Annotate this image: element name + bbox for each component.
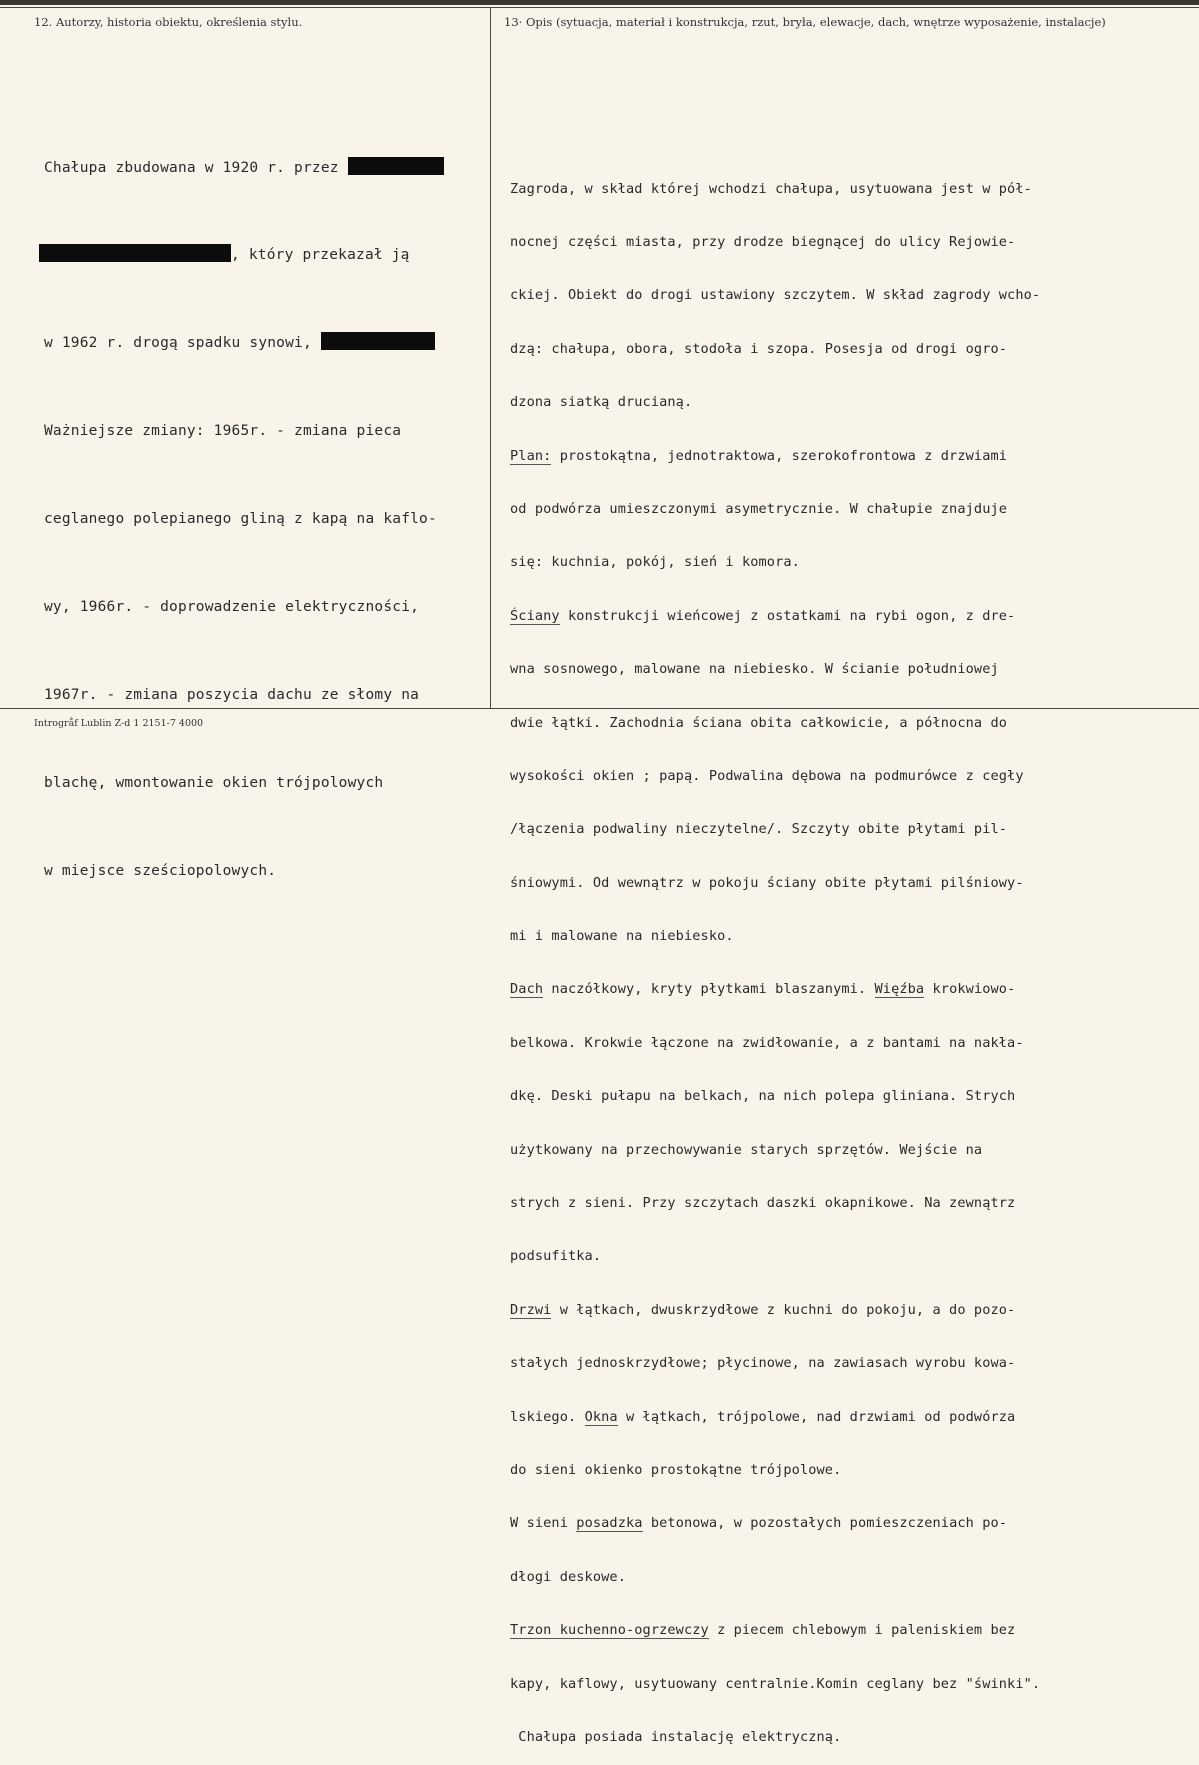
top-rule xyxy=(0,7,1199,8)
heading-windows: Okna xyxy=(584,1408,618,1425)
heading-truss: Więźba xyxy=(874,981,925,998)
heading-floor: posadzka xyxy=(576,1515,643,1532)
text-line: Chałupa zbudowana w 1920 r. przez xyxy=(44,154,444,183)
history-text xyxy=(44,95,444,915)
text-line: Drzwi w łątkach, dwuskrzydłowe z kuchni do pokoju, a do pozo- xyxy=(510,1301,1016,1318)
text-line: wy, 1966r. - doprowadzenie elektryczności, xyxy=(44,599,420,616)
text-line: Chałupa posiada instalację elektryczną. xyxy=(510,1728,842,1745)
text-line: stałych jednoskrzydłowe; płycinowe, na zawiasach wyrobu kowa- xyxy=(510,1355,1016,1372)
text-line: dwie łątki. Zachodnia ściana obita całkowicie, a północna do xyxy=(510,714,1008,731)
text-line: Ważniejsze zmiany: 1965r. - zmiana pieca xyxy=(44,423,402,440)
redaction xyxy=(39,244,231,262)
redaction xyxy=(321,332,435,350)
text-line: 1967r. - zmiana poszycia dachu ze słomy na xyxy=(44,686,420,703)
description-text xyxy=(510,145,1040,1765)
text-line: się: kuchnia, pokój, sień i komora. xyxy=(510,554,800,571)
text-line: dkę. Deski pułapu na belkach, na nich polepa gliniana. Strych xyxy=(510,1088,1016,1105)
printer-imprint: Introgråf Lublin Z-d 1 2151-7 4000 xyxy=(34,718,204,729)
text-line: użytkowany na przechowywanie starych sprzętów. Wejście na xyxy=(510,1141,983,1158)
heading-roof: Dach xyxy=(510,981,544,998)
text-line: Plan: prostokątna, jednotraktowa, szerokofrontowa z drzwiami xyxy=(510,447,1008,464)
text-line: Dach naczółkowy, kryty płytkami blaszanymi. Więźba krokwiowo- xyxy=(510,981,1016,998)
text-line: lskiego. Okna w łątkach, trójpolowe, nad drzwiami od podwórza xyxy=(510,1408,1016,1425)
text-line: Trzon kuchenno-ogrzewczy z piecem chlebowym i paleniskiem bez xyxy=(510,1622,1016,1639)
text-line: belkowa. Krokwie łączone na zwidłowanie, a z bantami na nakła- xyxy=(510,1034,1024,1051)
text-line: wysokości okien ; papą. Podwalina dębowa na podmurówce z cegły xyxy=(510,767,1024,784)
text-line: ckiej. Obiekt do drogi ustawiony szczytem. W skład zagrody wcho- xyxy=(510,287,1041,304)
section-13-header: 13· Opis (sytuacja, materiał i konstrukcja, rzut, bryła, elewacje, dach, wnętrze wyposażenie, instalacje) xyxy=(504,15,1106,29)
text-line: Ściany konstrukcji wieńcowej z ostatkami na rybi ogon, z dre- xyxy=(510,607,1016,624)
text-line: ceglanego polepianego gliną z kapą na kaflo- xyxy=(44,511,437,528)
column-divider xyxy=(490,8,491,708)
text-line: mi i malowane na niebiesko. xyxy=(510,928,734,945)
text-line: wna sosnowego, malowane na niebiesko. W ścianie południowej xyxy=(510,661,999,678)
text-line: od podwórza umieszczonymi asymetrycznie. W chałupie znajduje xyxy=(510,500,1008,517)
text-line: W sieni posadzka betonowa, w pozostałych pomieszczeniach po- xyxy=(510,1515,1008,1532)
heading-plan: Plan: xyxy=(510,447,552,464)
text-line: dłogi deskowe. xyxy=(510,1568,626,1585)
section-12-header: 12. Autorzy, historia obiektu, określenia stylu. xyxy=(34,15,303,29)
text-line: strych z sieni. Przy szczytach daszki okapnikowe. Na zewnątrz xyxy=(510,1195,1016,1212)
text-line: dzą: chałupa, obora, stodoła i szopa. Posesja od drogi ogro- xyxy=(510,340,1008,357)
heading-walls: Ściany xyxy=(510,607,560,624)
top-border xyxy=(0,0,1199,5)
text-line: dzona siatką drucianą. xyxy=(510,394,693,411)
text-line: w miejsce sześciopolowych. xyxy=(44,862,277,879)
text-line: nocnej części miasta, przy drodze biegnącej do ulicy Rejowie- xyxy=(510,233,1016,250)
heading-stove: Trzon kuchenno-ogrzewczy xyxy=(510,1622,709,1639)
text-line: podsufitka. xyxy=(510,1248,602,1265)
redaction xyxy=(348,157,444,175)
text-line: w 1962 r. drogą spadku synowi, xyxy=(44,329,444,358)
text-line: do sieni okienko prostokątne trójpolowe. xyxy=(510,1461,842,1478)
text-line: Zagroda, w skład której wchodzi chałupa, usytuowana jest w pół- xyxy=(510,180,1032,197)
text-line: , który przekazał ją xyxy=(44,241,444,270)
text-line: śniowymi. Od wewnątrz w pokoju ściany obite płytami pilśniowy- xyxy=(510,874,1024,891)
text-line: blachę, wmontowanie okien trójpolowych xyxy=(44,774,384,791)
text-line: /łączenia podwaliny nieczytelne/. Szczyty obite płytami pil- xyxy=(510,821,1008,838)
heading-doors: Drzwi xyxy=(510,1301,552,1318)
text-line: kapy, kaflowy, usytuowany centralnie.Komin ceglany bez "świnki". xyxy=(510,1675,1041,1692)
